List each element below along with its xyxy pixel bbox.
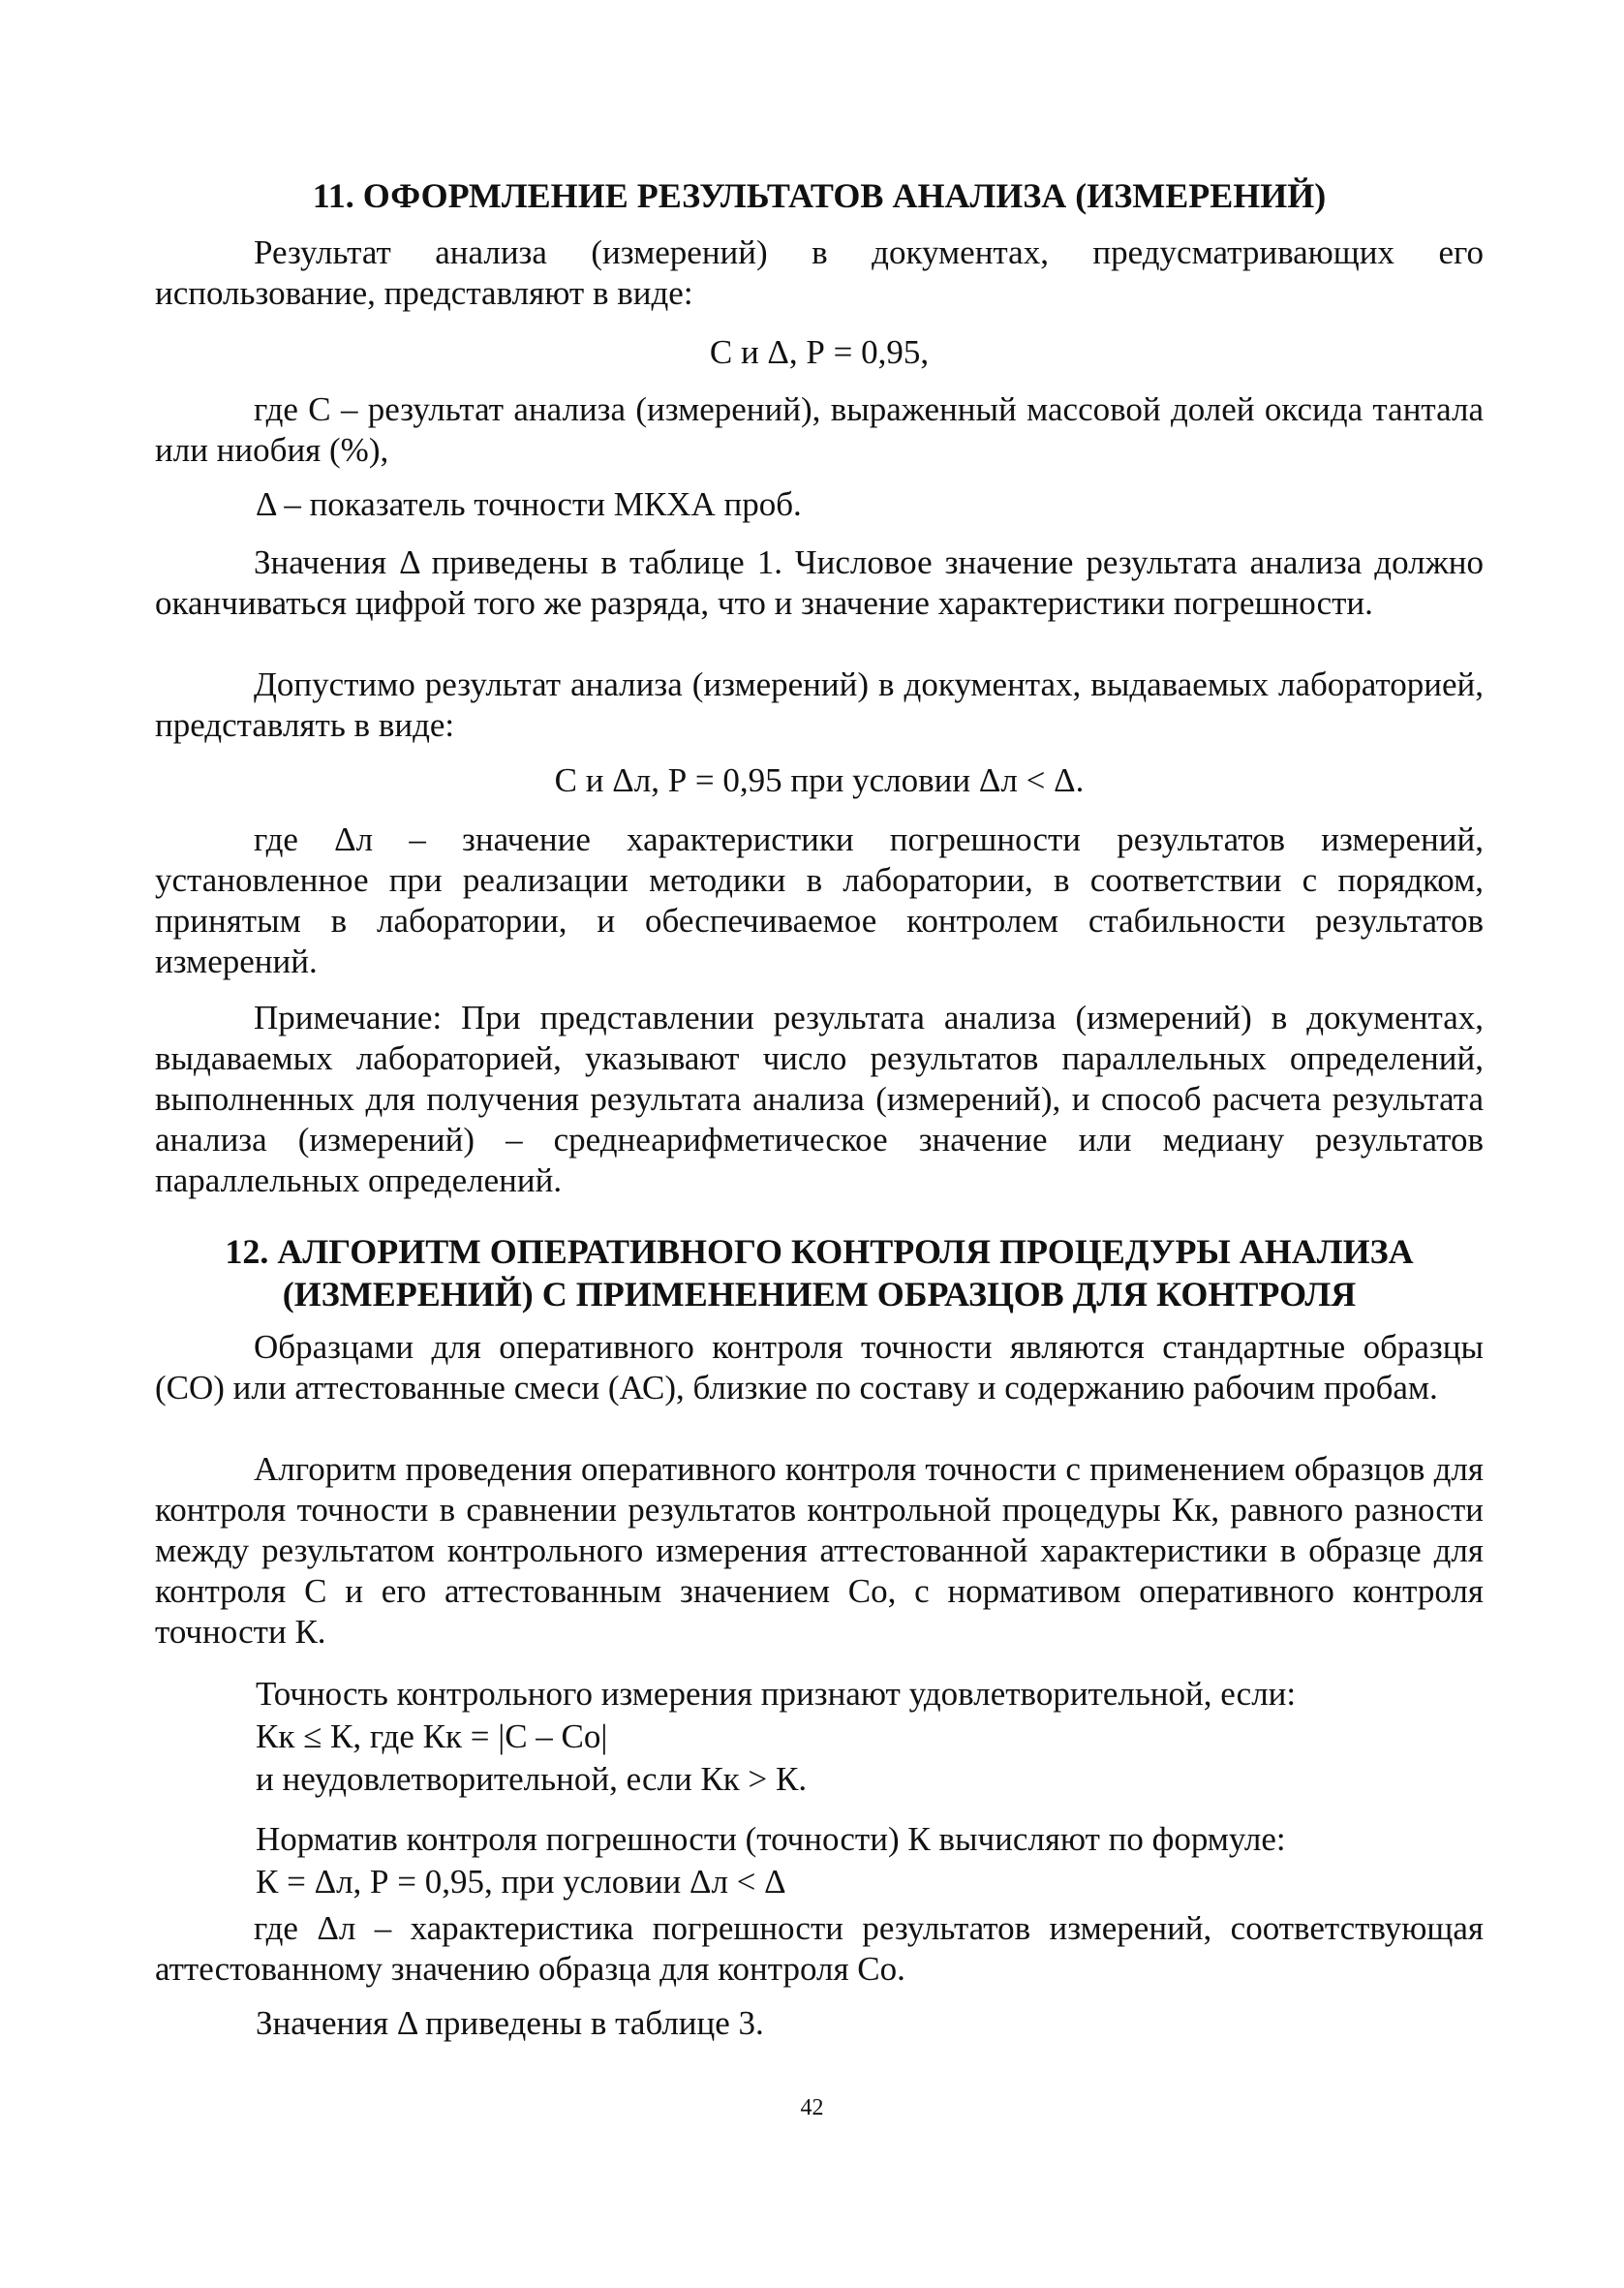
section-12-formula-3: К = Δл, Р = 0,95, при условии Δл < Δ [256, 1863, 786, 1901]
section-12-condition-2: и неудовлетворительной, если Кк > К. [256, 1760, 808, 1798]
section-11-heading: 11. ОФОРМЛЕНИЕ РЕЗУЛЬТАТОВ АНАЛИЗА (ИЗМЕРЕНИЙ) [312, 176, 1327, 215]
section-12-heading-line-2: (ИЗМЕРЕНИЙ) С ПРИМЕНЕНИЕМ ОБРАЗЦОВ ДЛЯ КОНТРОЛЯ [282, 1275, 1357, 1314]
section-11-paragraph-3: Допустимо результат анализа (измерений) в документах, выдаваемых лабораторией, представлять в виде: [155, 665, 1484, 744]
page-number: 42 [800, 2095, 824, 2120]
section-11-definition-delta-l: где Δл – значение характеристики погрешности результатов измерений, установленное при реализации методики в лаборатории, в соответствии с порядком, принятым в лаборатории, и обеспечиваемое контролем стабильности результатов измерений. [155, 820, 1484, 980]
section-12-paragraph-3: Точность контрольного измерения признают удовлетворительной, если: [256, 1675, 1297, 1713]
section-12-paragraph-5: Значения Δ приведены в таблице 3. [256, 2004, 764, 2042]
section-12-definition-delta-l: где Δл – характеристика погрешности результатов измерений, соответствующая аттестованному значению образца для контроля Со. [155, 1909, 1484, 1988]
section-12-condition-1: Кк ≤ К, где Кк = |С – Со| [256, 1717, 608, 1755]
section-11-note: Примечание: При представлении результата анализа (измерений) в документах, выдаваемых лабораторией, указывают число результатов параллельных определений, выполненных для получения результата анализа (измерений), и способ расчета результата анализа (измерений) – среднеарифметическое значение или медиану результатов параллельных определений. [155, 999, 1484, 1199]
section-11-formula-2: С и Δл, Р = 0,95 при условии Δл < Δ. [554, 761, 1085, 799]
section-11-definition-delta: Δ – показатель точности МКХА проб. [256, 485, 802, 523]
section-12-paragraph-4: Норматив контроля погрешности (точности) К вычисляют по формуле: [256, 1820, 1286, 1858]
section-12-paragraph-1: Образцами для оперативного контроля точности являются стандартные образцы (СО) или аттестованные смеси (АС), близкие по составу и содержанию рабочим пробам. [155, 1328, 1484, 1407]
section-11-paragraph-2: Значения Δ приведены в таблице 1. Числовое значение результата анализа должно оканчиваться цифрой того же разряда, что и значение характеристики погрешности. [155, 543, 1484, 622]
section-12-paragraph-2: Алгоритм проведения оперативного контроля точности с применением образцов для контроля точности в сравнении результатов контрольной процедуры Кк, равного разности между результатом контрольного измерения аттестованной характеристики в образце для контроля С и его аттестованным значением Со, с нормативом оперативного контроля точности К. [155, 1450, 1484, 1651]
section-11-formula-1: С и Δ, Р = 0,95, [709, 333, 930, 371]
section-11-paragraph-1: Результат анализа (измерений) в документах, предусматривающих его использование, представляют в виде: [155, 233, 1484, 312]
section-12-heading-line-1: 12. АЛГОРИТМ ОПЕРАТИВНОГО КОНТРОЛЯ ПРОЦЕДУРЫ АНАЛИЗА [225, 1232, 1414, 1271]
section-12-heading [155, 1230, 1484, 1315]
section-11-definition-c: где С – результат анализа (измерений), выраженный массовой долей оксида тантала или ниобия (%), [155, 390, 1484, 469]
